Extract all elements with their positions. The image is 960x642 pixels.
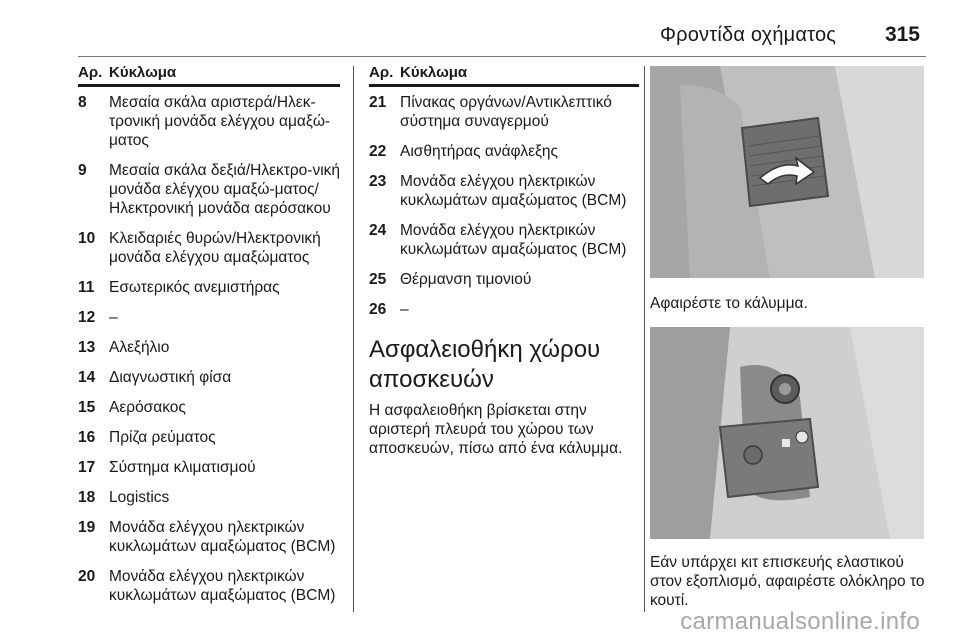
row-num: 13 <box>78 339 96 356</box>
row-text: – <box>400 301 409 318</box>
table-row <box>369 270 639 289</box>
row-num: 15 <box>78 399 96 416</box>
fuse-table-left <box>78 64 340 605</box>
table-row <box>369 300 639 319</box>
row-text: Μεσαία σκάλα δεξιά/Ηλεκτρο-νική μονάδα ελέγχου αμαξώ-ματος/Ηλεκτρονική μονάδα αερόσακου <box>109 162 341 217</box>
table-row <box>78 308 340 327</box>
section-title: Ασφαλειοθήκη χώρου αποσκευών <box>369 336 601 393</box>
figure-caption: Εάν υπάρχει κιτ επισκευής ελαστικού στον εξοπλισμό, αφαιρέστε ολόκληρο το κουτί. <box>650 554 925 609</box>
table-row <box>78 458 340 477</box>
row-text: Πρίζα ρεύματος <box>109 429 216 446</box>
table-row <box>369 142 639 161</box>
row-text: Logistics <box>109 489 170 506</box>
row-text: Μονάδα ελέγχου ηλεκτρικών κυκλωμάτων αμαξώματος (BCM) <box>400 173 627 209</box>
kit-spool-center <box>779 383 791 395</box>
table-row <box>78 398 340 417</box>
table-row <box>78 518 340 556</box>
row-num: 16 <box>78 429 96 446</box>
row-num: 22 <box>369 143 387 160</box>
row-text: Αλεξήλιο <box>109 339 170 356</box>
row-text: Μονάδα ελέγχου ηλεκτρικών κυκλωμάτων αμαξώματος (BCM) <box>400 222 627 258</box>
table-row <box>78 93 340 150</box>
row-text: Μονάδα ελέγχου ηλεκτρικών κυκλωμάτων αμαξώματος (BCM) <box>109 519 336 555</box>
table-row <box>369 221 639 259</box>
row-num: 21 <box>369 94 387 111</box>
column-separator <box>644 66 645 612</box>
header-num: Αρ. <box>78 64 103 81</box>
table-row <box>78 368 340 387</box>
row-text: Διαγνωστική φίσα <box>109 369 232 386</box>
row-num: 24 <box>369 222 387 239</box>
table-row <box>78 278 340 297</box>
cover-panel <box>742 118 828 206</box>
header-circuit: Κύκλωμα <box>400 64 468 81</box>
watermark: carmanualsonline.info <box>680 608 920 635</box>
row-text: Μεσαία σκάλα αριστερά/Ηλεκ-τρονική μονάδα ελέγχου αμαξώ-ματος <box>109 94 331 149</box>
row-num: 18 <box>78 489 96 506</box>
row-num: 9 <box>78 162 87 179</box>
table-row <box>369 172 639 210</box>
table-row <box>369 93 639 131</box>
section-paragraph: Η ασφαλειοθήκη βρίσκεται στην αριστερή πλευρά του χώρου των αποσκευών, πίσω από ένα κάλυμμα. <box>369 402 623 457</box>
row-num: 8 <box>78 94 87 111</box>
table-row <box>78 428 340 447</box>
row-text: Αερόσακος <box>109 399 186 416</box>
trunk-cover-photo <box>650 66 924 278</box>
figure-caption: Αφαιρέστε το κάλυμμα. <box>650 295 808 312</box>
page-header-title: Φροντίδα οχήματος <box>660 24 837 46</box>
kit-dial <box>796 431 808 443</box>
row-text: – <box>109 309 118 326</box>
kit-knob <box>744 446 762 464</box>
page-number: 315 <box>884 23 920 46</box>
row-text: Αισθητήρας ανάφλεξης <box>400 143 559 160</box>
table-header <box>78 64 340 87</box>
header-rule <box>78 56 926 57</box>
row-num: 11 <box>78 279 95 296</box>
table-row <box>78 567 340 605</box>
table-row <box>78 338 340 357</box>
header-circuit: Κύκλωμα <box>109 64 177 81</box>
row-text: Εσωτερικός ανεμιστήρας <box>109 279 280 296</box>
row-text: Σύστημα κλιματισμού <box>109 459 256 476</box>
column-separator <box>353 66 354 612</box>
row-num: 26 <box>369 301 387 318</box>
table-header <box>369 64 639 87</box>
row-num: 25 <box>369 271 387 288</box>
row-num: 17 <box>78 459 96 476</box>
fuse-table-middle <box>369 64 639 458</box>
tire-repair-kit-photo <box>650 327 924 539</box>
kit-label <box>782 439 790 447</box>
table-row <box>78 229 340 267</box>
table-row <box>78 488 340 507</box>
row-num: 19 <box>78 519 96 536</box>
row-text: Πίνακας οργάνων/Αντικλεπτικό σύστημα συναγερμού <box>400 94 612 130</box>
row-text: Θέρμανση τιμονιού <box>400 271 532 288</box>
row-text: Μονάδα ελέγχου ηλεκτρικών κυκλωμάτων αμαξώματος (BCM) <box>109 568 336 604</box>
row-text: Κλειδαριές θυρών/Ηλεκτρονική μονάδα ελέγχου αμαξώματος <box>109 230 321 266</box>
row-num: 20 <box>78 568 96 585</box>
figure-column <box>650 66 930 610</box>
row-num: 12 <box>78 309 96 326</box>
table-row <box>78 161 340 218</box>
row-num: 10 <box>78 230 96 247</box>
row-num: 23 <box>369 173 387 190</box>
header-num: Αρ. <box>369 64 394 81</box>
row-num: 14 <box>78 369 96 386</box>
